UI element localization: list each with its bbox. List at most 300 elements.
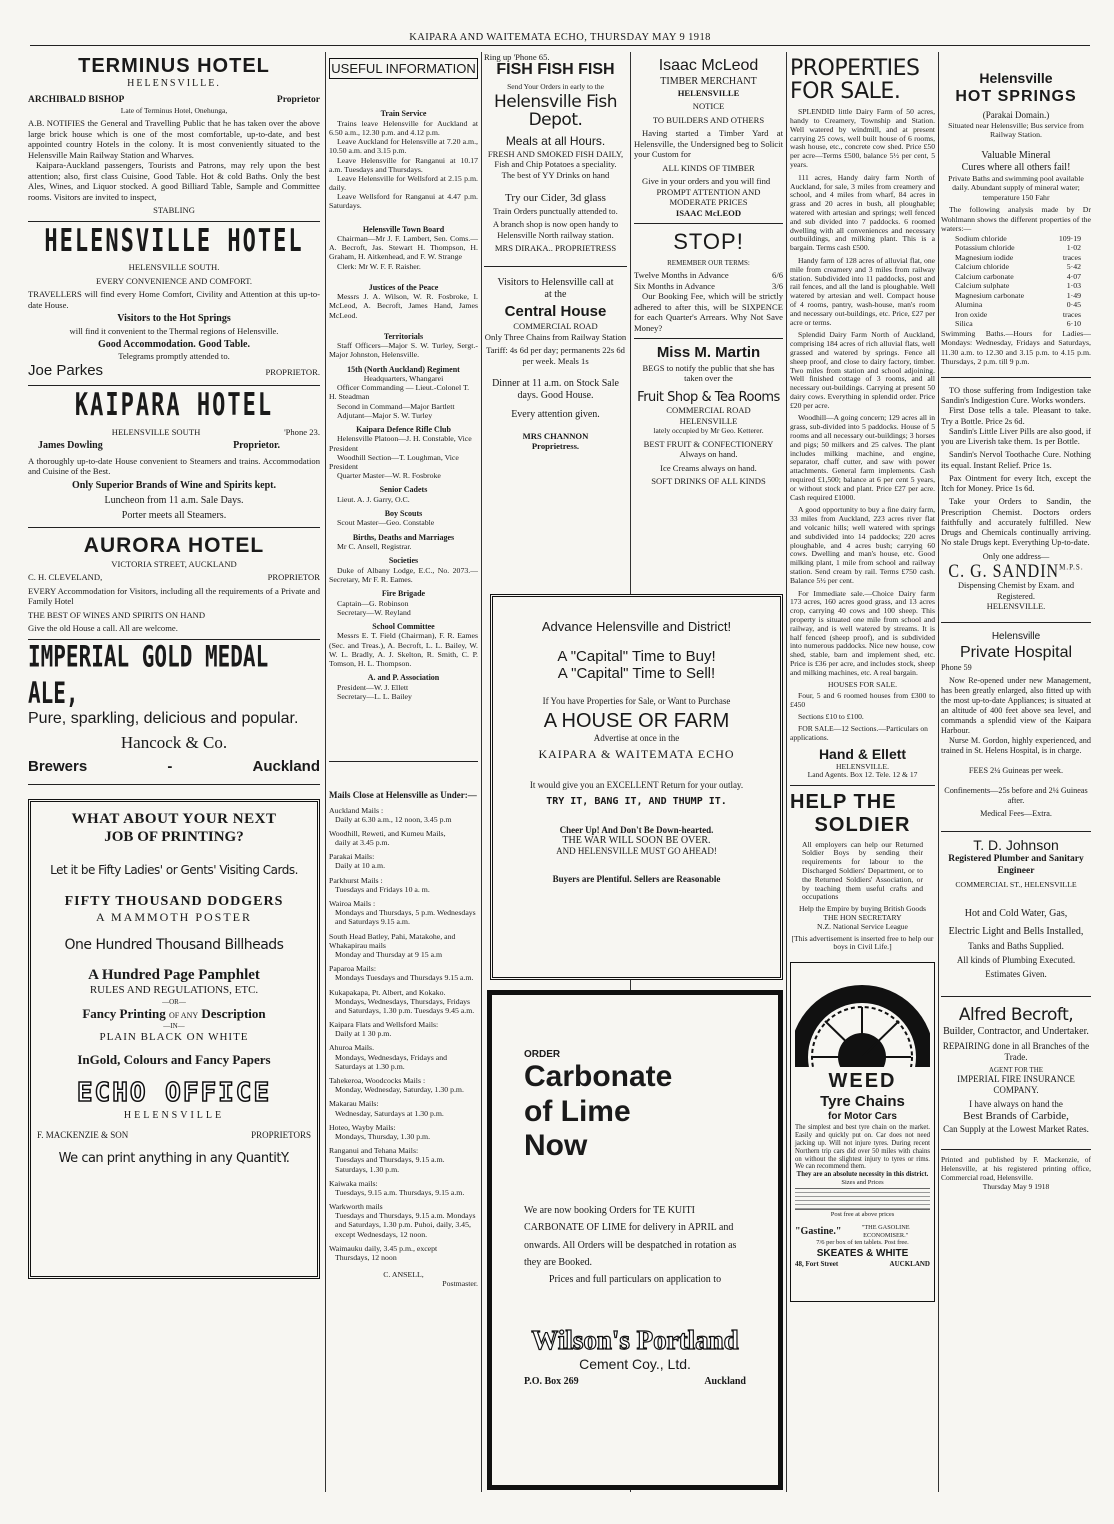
central-near: Only Three Chains from Railway Station <box>484 331 627 342</box>
advance-l10: THE WAR WILL SOON BE OVER. <box>562 835 711 846</box>
mail-entry-heading: Auckland Mails : <box>329 805 384 815</box>
train-1: Trains leave Helensville for Auckland at 6.50 a.m., 12.30 p.m. and 4.12 p.m. <box>329 118 478 137</box>
weed-econ: "THE GASOLINE ECONOMISER." <box>861 1224 910 1239</box>
springs-near: Situated near Helensville; Bus service from Railway Station. <box>948 120 1084 140</box>
johnson-l3: Tanks and Baths Supplied. <box>968 941 1064 952</box>
kaipara-hotel-role: Proprietor. <box>233 440 280 452</box>
kaipara-hotel-owner: James Dowling <box>38 440 103 452</box>
mineral-name: Sodium chloride <box>955 233 1007 243</box>
mail-entry-times: Tuesdays and Thursdays, 9.15 a.m. Mondays and Saturdays, 1.30 p.m. Puhoi, daily, 3.45, except Wednesdays, 12 noon. <box>335 1211 476 1239</box>
mail-entry <box>329 1146 478 1174</box>
column-5 <box>790 52 935 1302</box>
printing-l7c: Description <box>201 1006 266 1022</box>
mineral-value: 0·45 <box>1066 300 1081 310</box>
stop-remember: REMEMBER OUR TERMS: <box>667 258 750 267</box>
printing-l8: PLAIN BLACK ON WHITE <box>99 1030 249 1043</box>
mail-entry-times: Tuesdays, 9.15 a.m. Thursdays, 9.15 a.m. <box>335 1187 465 1197</box>
kaipara-hotel-body: A thoroughly up-to-date House convenient to Steamers and trains. Accommodation and Cuisine of the Best. <box>28 455 320 477</box>
mail-entry-heading: Paparoa Mails: <box>329 964 376 974</box>
mail-entry-heading: Kaiwaka mails: <box>329 1178 378 1188</box>
advance-l5: Advertise at once in the <box>593 733 680 743</box>
mineral-value: 1·49 <box>1066 290 1081 300</box>
printing-l1: Let it be Fifty Ladies' or Gents' Visiting Cards. <box>50 862 298 877</box>
central-visitors: Visitors to Helensville call at <box>497 276 614 288</box>
sandin-only: Only one address— <box>982 551 1050 561</box>
board-members: Chairman—Mr J. F. Lambert, Sen. Coms.—A. Becroft, Jas. Stewart H. Thompson, H. Graham, H. Aitkenhead, and F. W. Strange <box>329 234 478 262</box>
soldier-t1: HELP THE <box>790 791 897 814</box>
mail-entry <box>329 1043 478 1071</box>
becroft-name: Alfred Becroft, <box>958 1004 1074 1025</box>
stop-t2: Six Months in Advance <box>634 280 715 291</box>
tyre-chain-icon <box>795 967 930 1067</box>
mail-entry-times: Wednesday, Saturdays at 1.30 p.m. <box>335 1108 444 1118</box>
mail-entry-times: Mondays, Wednesdays, Thursdays, Fridays and Saturdays, 1.30 p.m. Tuesdays 9.45 a.m. <box>335 996 475 1015</box>
ale-title: IMPERIAL GOLD MEDAL ALE, <box>28 639 269 709</box>
lime-t3: Now <box>524 1129 588 1162</box>
mail-entry-heading: Makarau Mails: <box>329 1099 379 1109</box>
kaipara-hotel-lunch: Luncheon from 11 a.m. Sale Days. <box>104 494 244 506</box>
terminus-title: TERMINUS HOTEL <box>78 55 270 77</box>
mail-entry-heading: Kaipara Flats and Wellsford Mails: <box>329 1020 439 1030</box>
printing-office: ECHO OFFICE <box>76 1077 272 1108</box>
mcleod-body: Having started a Timber Yard at Helensville, the Undersigned beg to Solicit your Custom for <box>634 128 783 160</box>
mineral-name: Magnesium iodide <box>955 252 1014 262</box>
helensville-hotel-visitors2: will find it convenient to the Thermal regions of Helensville. <box>69 325 279 336</box>
helensville-hotel-owner-role: PROPRIETOR. <box>265 366 320 377</box>
stop-fee: Our Booking Fee, which will be strictly adhered to after this, will be SIXPENCE for each Quarter's Arrears. Why Not Save Money? <box>634 291 783 333</box>
advance-l3: If You have Properties for Sale, or Want to Purchase <box>542 696 731 706</box>
train-2: Leave Auckland for Helensville at 7.20 a.m., 10.50 a.m. and 3.15 p.m. <box>329 137 478 156</box>
johnson-addr: COMMERCIAL ST., HELENSVILLE <box>955 880 1077 890</box>
sandin-p6: Take your Orders to Sandin, the Prescription Chemist. Doctors orders faithfully and accurately fulfilled. New Drugs and Chemicals continually arriving. No stale Drugs kept. Everything Up-to-date. <box>941 497 1091 548</box>
mail-entry-times: Monday, Wednesday, Saturday, 1.30 p.m. <box>335 1085 464 1095</box>
imprint-text: Printed and published by F. Mackenzie, of Helensville, at his registered printing office, Commercial road, Helensville. <box>941 1154 1091 1182</box>
weed-econ2: 7/6 per box of ten tablets. Post free. <box>816 1238 909 1246</box>
weed-addr: 48, Fort Street <box>795 1260 839 1269</box>
fish-name: Helensville Fish Depot. <box>493 92 618 131</box>
lime-order: ORDER <box>524 1049 561 1060</box>
weed-city: AUCKLAND <box>889 1260 930 1269</box>
weed-t3: for Motor Cars <box>828 1110 897 1122</box>
soc-1: Duke of Albany Lodge, E.C., No. 2073.—Secretary, Mr F. R. Eames. <box>329 565 478 584</box>
sandin-p3: Sandin's Little Liver Pills are also good, if you are Liverish take them. 1s per Bottle. <box>941 426 1091 447</box>
stop-p2: 3/6 <box>772 280 783 291</box>
fish-meals: Meals at all Hours. <box>505 134 606 149</box>
mineral-row <box>955 281 1091 291</box>
mail-entry <box>329 829 478 847</box>
mineral-name: Silica <box>955 319 973 329</box>
mail-entry <box>329 899 478 927</box>
sandin-disp: Dispensing Chemist by Exam. and Registered. <box>957 581 1075 601</box>
becroft-ad <box>941 1005 1091 1135</box>
mineral-name: Calcium chloride <box>955 262 1009 272</box>
mcleod-name: Isaac McLeod <box>658 57 759 74</box>
board-heading: Helensville Town Board <box>362 224 445 234</box>
mail-entry-times: Tuesdays and Fridays 10 a. m. <box>335 884 430 894</box>
column-3 <box>484 52 627 452</box>
central-at: at the <box>544 288 567 300</box>
martin-title: Miss M. Martin <box>656 344 761 362</box>
mineral-row <box>955 310 1091 320</box>
weed-nec: They are an absolute necessity in this district. <box>796 1171 929 1179</box>
weed-price-table <box>795 1188 930 1210</box>
jp-heading: Justices of the Peace <box>368 282 439 292</box>
printing-foot: We can print anything in any QuantitY. <box>58 1150 290 1166</box>
mail-entry-heading: Parakai Mails: <box>329 852 375 862</box>
mail-entry-heading: Tahekeroa, Woodcocks Mails : <box>329 1076 426 1085</box>
cadet-1: Lieut. A. J. Garry, O.C. <box>337 494 410 504</box>
terr-heading: Territorials <box>383 331 424 341</box>
kaipara-hotel-porter: Porter meets all Steamers. <box>121 509 227 521</box>
mineral-value: 4·07 <box>1066 271 1081 281</box>
mail-entry <box>329 806 478 824</box>
mails-title: Mails Close at Helensville as Under:— <box>329 789 477 800</box>
fire-heading: Fire Brigade <box>381 589 426 599</box>
mcleod-trade: TIMBER MERCHANT <box>660 75 757 87</box>
mail-entry <box>329 1179 478 1197</box>
soldier-sec: THE HON SECRETARY <box>823 912 902 922</box>
mail-entry-times: Thursdays, 12 noon <box>335 1253 397 1262</box>
lime-body: We are now booking Orders for TE KUITI CARBONATE OF LIME for delivery in APRIL and onwards. All Orders will be despatched in rotation as they are Booked. <box>524 1204 737 1268</box>
rifle-3: Quarter Master—W. R. Fosbroke <box>337 471 441 481</box>
printing-l6: RULES AND REGULATIONS, ETC. <box>89 984 259 997</box>
kaipara-hotel-place: HELENSVILLE SOUTH <box>111 426 201 437</box>
mineral-value: 5·42 <box>1066 262 1081 272</box>
advance-ad <box>490 594 783 980</box>
weed-t1: WEED <box>828 1069 897 1092</box>
printing-ad <box>28 799 320 1279</box>
johnson-l2: Electric Light and Bells Installed, <box>948 925 1084 937</box>
springs-analysis: The following analysis made by Dr Wohlmann shows the different properties of the waters:— <box>941 205 1091 234</box>
mineral-value: traces <box>1062 309 1081 319</box>
sandin-ad <box>941 386 1091 612</box>
column-1 <box>28 52 320 1279</box>
johnson-l1: Hot and Cold Water, Gas, <box>964 907 1068 919</box>
martin-always: Always on hand. <box>679 449 738 460</box>
central-attn: Every attention given. <box>511 408 600 420</box>
property-listing: 111 acres, Handy dairy farm North of Auckland, for sale, 3 miles from creamery and school, and 4 miles from wharf, 84 acres in grass and 20 acres in bush, all ploughable; watered with artesian and springs; well fenced and sub divided into 7 paddocks. 6 roomed dwelling with all conveniences and necessary outbuildings, and milking plant. This is a bargain. Terms cash £500. <box>790 172 935 253</box>
property-listing: A good opportunity to buy a fine dairy farm, 33 miles from Auckland, 223 acres river flat and volcanic hills; well watered with springs and subdivided into 14 paddocks; 220 acres ploughable, and 4 acres bush; carrying 60 cows. Dwelling and man's house, etc. Good milking plant, 1 mile from school and railway station. Send cream by rail. Terms £750 cash. Balance 5½ per cent. <box>790 505 935 585</box>
mail-entry-heading: Hoteo, Wayby Mails: <box>329 1122 396 1132</box>
mails-sign2: Postmaster. <box>442 1279 478 1289</box>
sandin-mps: M.P.S. <box>1059 561 1084 572</box>
advance-l11: AND HELENSVILLE MUST GO AHEAD! <box>556 846 717 856</box>
aurora-title: AURORA HOTEL <box>83 534 265 558</box>
hospital-t1: Helensville <box>991 631 1041 643</box>
kaipara-hotel-phone: 'Phone 23. <box>284 426 320 437</box>
soldier-empire: Help the Empire by buying British Goods <box>799 904 926 914</box>
johnson-l5: Estimates Given. <box>985 968 1047 979</box>
column-4 <box>634 52 783 486</box>
mail-entry-times: Tuesdays and Thursdays, 9.15 a.m. Saturdays, 1.30 p.m. <box>335 1155 445 1174</box>
props-place: HELENSVILLE. <box>836 761 889 771</box>
hospital-phone: Phone 59 <box>941 662 972 672</box>
props-title2: FOR SALE. <box>790 79 901 104</box>
soldier-body: All employers can help our Returned Soldier Boys by sending their requirements for labour to the Discharged Soldiers' Department, or to the Returned Soldiers' Association, or by teaching them useful crafts and occupations <box>802 839 923 902</box>
ap-1: President—W. J. Ellett <box>337 682 409 692</box>
helensville-hotel-body: TRAVELLERS will find every Home Comfort, Civility and Attention at this up-to-date House. <box>28 289 320 310</box>
props-h2: Sections £10 to £100. <box>798 711 864 721</box>
weed-body: The simplest and best tyre chain on the market. Easily and quickly put on. Car does not need jacking up. Will not injure tyres. During recent Northern trip cars did over 50 miles with chains on without the slightest injury to tyres or rims. We can recommend them. <box>795 1124 930 1171</box>
springs-t2: HOT SPRINGS <box>955 88 1077 106</box>
advance-l7: It would give you an EXCELLENT Return for your outlay. <box>529 780 744 790</box>
helensville-hotel-tag: EVERY CONVENIENCE AND COMFORT. <box>95 275 253 286</box>
mail-entry-heading: Waimauku daily, 3.45 p.m., except <box>329 1243 438 1253</box>
useful-title: USEFUL INFORMATION <box>329 58 478 79</box>
fish-best: The best of YY Drinks on hand <box>501 169 610 180</box>
springs-sub: (Parakai Domain.) <box>982 109 1050 120</box>
lime-ad <box>487 990 783 1490</box>
aurora-address: VICTORIA STREET, AUCKLAND <box>111 558 237 569</box>
central-tariff: Tariff: 4s 6d per day; permanents 22s 6d per week. Meals 1s <box>486 345 625 366</box>
board-clerk: Clerk: Mr W. F. F. Raisher. <box>337 261 421 271</box>
martin-best: BEST FRUIT & CONFECTIONERY <box>643 438 774 449</box>
hospital-nurse: Nurse M. Gordon, highly experienced, and trained in St. Helens Hospital, is in charge. <box>941 735 1091 755</box>
jp-members: Messrs J. A. Wilson, W. R. Fosbroke, I. McLeod, A. Becroft, James Hand, James McLeod. <box>329 292 478 320</box>
springs-ad <box>941 70 1091 367</box>
central-name: Central House <box>504 302 607 320</box>
mcleod-to: TO BUILDERS AND OTHERS <box>652 114 765 125</box>
mineral-name: Potassium chloride <box>955 243 1015 253</box>
mail-entry-times: Mondays and Thursdays, 5 p.m. Wednesdays and Saturdays 9.15 a.m. <box>335 908 476 927</box>
martin-late: lately occupied by Mr Geo. Ketterer. <box>653 426 764 436</box>
springs-hours: Swimming Baths.—Hours for Ladies—Mondays: Wednesday, Fridays and Saturdays, 11.30 a.m. to 12.30 and 3.15 p.m. to 4.15 p.m. Thursdays, 2 p.m. till 9 p.m. <box>941 328 1091 367</box>
mail-entry-times: Daily at 1 30 p.m. <box>335 1029 392 1039</box>
mail-entry <box>329 988 478 1016</box>
mail-entry <box>329 1020 478 1038</box>
property-listing: For Immediate sale.—Choice Dairy farm 173 acres, 160 acres good grass, and 13 acres crop, carrying 40 cows and 100 sheep. This property is situated one mile from school and railway, and is well watered by streams. It is half fenced (sheep proof), and is subdivided into numerous paddocks. Nice new house, cow shed, stable, barn and implement shed, etc. Price is £36 per acre, and includes stock, sheep and milking machines, etc. A real bargain. <box>790 588 935 677</box>
kaipara-hotel-brands: Only Superior Brands of Wine and Spirits kept. <box>72 479 276 491</box>
martin-shop: Fruit Shop & Tea Rooms <box>637 389 780 405</box>
fish-ad <box>484 52 627 254</box>
printing-place: HELENSVILLE <box>123 1109 225 1121</box>
printing-title2: JOB OF PRINTING? <box>104 829 244 846</box>
printing-l7: Fancy Printing <box>82 1006 166 1022</box>
johnson-name: T. D. Johnson <box>973 836 1059 853</box>
printing-l5: A Hundred Page Pamphlet <box>88 967 260 984</box>
springs-valuable: Valuable Mineral <box>981 149 1051 161</box>
mineral-row <box>955 319 1091 329</box>
fire-2: Secretary—W. Reyland <box>337 607 411 617</box>
sandin-name: C. G. SANDIN <box>948 561 1060 582</box>
printing-l2: FIFTY THOUSAND DODGERS <box>64 894 284 910</box>
fish-title: FISH FISH FISH <box>496 61 615 79</box>
school-1: Messrs E. T. Field (Chairman), F. R. Eames (Sec. and Treas.), A. Becroft, L. L. Bailey, W. W. L. Bradly, A. J. Skelton, R. Smith, C. P. Tomson, H. L. Thompson. <box>329 631 478 668</box>
soldier-note: [This advertisement is inserted free to help our boys in Civil Life.] <box>791 933 934 952</box>
props-h1: Four, 5 and 6 roomed houses from £300 to £450 <box>790 691 935 710</box>
mails-list <box>329 806 478 1263</box>
lime-prices: Prices and full particulars on application to <box>548 1273 722 1285</box>
lime-box: P.O. Box 269 <box>524 1375 579 1387</box>
hospital-fees: FEES 2¼ Guineas per week. <box>968 765 1064 775</box>
kaipara-hotel-ad <box>28 388 320 522</box>
martin-place: HELENSVILLE <box>679 415 738 426</box>
springs-cures: Cures where all others fail! <box>961 161 1071 173</box>
hospital-conf: Confinements—25s before and 2¼ Guineas after. <box>944 785 1088 805</box>
lime-t1: Carbonate <box>524 1060 673 1093</box>
mail-entry <box>329 932 478 960</box>
mail-entry-times: Daily at 6.30 a.m., 12 noon, 3.45 p.m <box>335 814 452 824</box>
weed-t2: Tyre Chains <box>820 1093 905 1111</box>
reg-2: Officer Commanding — Lieut.-Colonel T. H. Steadman <box>329 383 470 402</box>
mail-entry-heading: Woodhill, Reweti, and Kumeu Mails, <box>329 828 446 838</box>
soldier-t2: SOLDIER <box>814 814 911 837</box>
martin-ice: Ice Creams always on hand. <box>660 462 757 473</box>
ale-city: Auckland <box>252 757 320 775</box>
reg-3: Second in Command—Major Bartlett <box>337 401 455 411</box>
stop-t1: Twelve Months in Advance <box>634 270 729 281</box>
train-5: Leave Wellsford for Ranganui at 4.47 p.m. Saturdays. <box>329 192 478 211</box>
train-3: Leave Helensville for Ranganui at 10.17 a.m. Tuesdays and Thursdays. <box>329 155 478 174</box>
springs-body: Private Baths and swimming pool available daily. Abundant supply of mineral water; temperature 150 Fahr <box>948 173 1084 202</box>
mail-entry-times: Mondays Tuesdays and Thursdays 9.15 a.m. <box>335 973 474 983</box>
scout-heading: Boy Scouts <box>384 509 423 519</box>
mcleod-ad <box>634 56 783 218</box>
mail-entry <box>329 1076 478 1094</box>
mineral-value: 6·10 <box>1066 319 1081 329</box>
property-listing: Woodhill—A going concern; 129 acres all in grass, sub-divided into 5 paddocks. House of 5 rooms and all necessary out-buildings; 3 horses and pigs; 50 milkers and 25 calves. The plant includes milking machine, and engine, separator, chaff cutter, and saw with power attachments. General farm implements. Cash required £1,500; balance at 6 per cent 5 years, or without stock and plant. Price £27 per acre. Cash required £1000. <box>790 413 935 502</box>
hospital-t2: Private Hospital <box>959 644 1073 662</box>
aurora-hotel-ad <box>28 533 320 634</box>
props-houses: HOUSES FOR SALE. <box>828 679 897 689</box>
helensville-hotel-tele: Telegrams promptly attended to. <box>118 351 230 362</box>
weed-ad <box>790 962 935 1302</box>
mineral-name: Calcium carbonate <box>955 271 1014 281</box>
becroft-carbide: Best Brands of Carbide, <box>963 1110 1069 1123</box>
sandin-p5: Pax Ointment for every Itch, except the Itch for Money. Price 1s 6d. <box>941 473 1091 494</box>
lime-coy: Cement Coy., Ltd. <box>579 1355 691 1372</box>
stop-ad <box>634 229 783 333</box>
mail-entry-heading: Ranganui and Tehana Mails: <box>329 1146 419 1156</box>
fish-prop: MRS DIRAKA.. PROPRIETRESS <box>494 243 617 254</box>
mineral-name: Magnesium carbonate <box>955 290 1025 300</box>
terminus-hotel-ad <box>28 54 320 216</box>
mineral-name: Iron oxide <box>955 309 988 319</box>
sandin-place: HELENSVILLE. <box>986 601 1046 611</box>
becroft-have: I have always on hand the <box>969 1099 1063 1110</box>
printing-or: —OR— <box>162 997 186 1006</box>
soldier-league: N.Z. National Service League <box>817 921 908 931</box>
terminus-prop-label: Proprietor <box>276 94 320 105</box>
props-land: Land Agents. Box 12. Tele. 12 & 17 <box>807 770 918 780</box>
sandin-p1: TO those suffering from Indigestion take Sandin's Indigestion Cure. Works wonders. <box>941 385 1091 406</box>
mineral-row <box>955 253 1091 263</box>
property-listing: SPLENDID little Dairy Farm of 50 acres, handy to Creamery, Township and Station. Well watered by windmill, and at present carrying 25 cows, well built house of 6 rooms, wash house, etc., concrete cow shed. Price £50 per acre—Terms £500, balance 5½ per cent, 5 years. <box>790 107 935 169</box>
mails-sign: C. ANSELL, <box>383 1270 424 1280</box>
column-6 <box>941 52 1091 1191</box>
weed-post: Post free at above prices <box>830 1210 895 1218</box>
stop-p1: 6/6 <box>772 270 783 281</box>
hospital-med: Medical Fees—Extra. <box>980 808 1052 818</box>
props-agent: Hand & Ellett <box>818 746 907 763</box>
central-role: Proprietress. <box>531 441 580 452</box>
terminus-body: A.B. NOTIFIES the General and Travelling Public that he has taken over the above large brick house which is one of the most comfortable, up-to-date, and best appointed country Hotels in the colony. It is most conveniently situated to the Helensville Main Railway Station and Wharves. <box>28 118 320 160</box>
mcleod-notice: NOTICE <box>692 101 725 112</box>
masthead-header: KAIPARA AND WAITEMATA ECHO, THURSDAY MAY 9 1918 <box>30 32 1090 46</box>
springs-t1: Helensville <box>979 70 1053 86</box>
mail-entry <box>329 964 478 982</box>
johnson-ad <box>941 837 1091 980</box>
lime-company: Wilson's Portland <box>531 1324 739 1355</box>
fish-branch: A branch shop is now open handy to Helensville North railway station. <box>492 219 619 240</box>
advance-l2: A "Capital" Time to Sell! <box>557 665 716 682</box>
mail-entry <box>329 1244 478 1262</box>
scout-1: Scout Master—Geo. Constable <box>337 518 435 528</box>
mail-entry-heading: Kukapakapa, Pt. Albert, and Kokako. <box>329 987 446 997</box>
printing-role: PROPRIETORS <box>251 1129 311 1140</box>
aurora-owner: C. H. CLEVELAND, <box>28 572 103 583</box>
terr-staff: Staff Officers—Major S. W. Turley, Sergt.-Major Johnston, Helensville. <box>329 341 478 360</box>
ale-brewers: Brewers <box>28 757 88 775</box>
mcleod-give: Give in your orders and you will find <box>642 176 771 187</box>
fish-fresh: FRESH AND SMOKED FISH DAILY, <box>487 148 624 159</box>
mineral-value: 109·19 <box>1058 233 1081 243</box>
imprint <box>941 1155 1091 1192</box>
reg-heading: 15th (North Auckland) Regiment <box>347 364 460 374</box>
ale-ad: IMPERIAL GOLD MEDAL ALE, Pure, sparkling, delicious and popular. Hancock & Co. Brewers - Auckland <box>28 639 320 775</box>
helensville-hotel-title: HELENSVILLE HOTEL <box>44 224 304 260</box>
mail-entry-heading: Parkhurst Mails : <box>329 875 383 885</box>
bdm-1: Mr C. Ansell, Registrar. <box>337 542 412 552</box>
martin-soft: SOFT DRINKS OF ALL KINDS <box>651 475 766 486</box>
weed-sizes: Sizes and Prices <box>841 1179 884 1187</box>
property-listing: Handy farm of 128 acres of alluvial flat, one mile from creamery and 3 miles from railway station. Subdivided into 11 paddocks, post and rail fences, and all the land is ploughable. Well watered by artesian and well. Compact house of 4 rooms, pantry, wash-house, man's room and necessary out-buildings, etc. Price, £27 per acre or terms. <box>790 255 935 327</box>
becroft-trade: Builder, Contractor, and Undertaker. <box>943 1025 1089 1037</box>
hospital-body: Now Re-opened under new Management, has been greatly enlarged, also fitted up with the most up-to-date Appliances; is situated at an altitude of 400 feet above sea level, and commands a splendid view of the Kaipara Harbour. <box>941 675 1091 735</box>
aurora-best: THE BEST OF WINES AND SPIRITS ON HAND <box>28 609 206 620</box>
helensville-hotel-owner: Joe Parkes <box>28 361 104 379</box>
column-2 <box>329 52 478 1289</box>
terminus-body2: Kaipara-Auckland passengers, Tourists and Patrons, may rely upon the best attention; also, first class Cuisine, Good Table. Hot & cold Baths. Only the best Ales, Wines, and Liquor stocked. A good Billiard Table, Sample and Committee rooms. Visitors are invited to inspect, <box>28 160 320 202</box>
printing-l3: A MAMMOTH POSTER <box>95 910 253 925</box>
mail-entry-heading: Wairoa Mails : <box>329 899 376 908</box>
mail-entry <box>329 876 478 894</box>
mineral-value: traces <box>1062 252 1081 262</box>
helensville-hotel-ad <box>28 224 320 380</box>
mail-entry <box>329 1202 478 1239</box>
mail-entry-heading: Ahuroa Mails. <box>329 1043 375 1053</box>
terminus-proprietor: ARCHIBALD BISHOP <box>28 94 125 105</box>
mineral-name: Alumina <box>955 300 983 310</box>
helensville-hotel-accom: Good Accommodation. Good Table. <box>98 339 250 351</box>
mail-entry-times: Mondays, Wednesdays, Fridays and Saturdays at 1.30 p.m. <box>335 1052 448 1071</box>
rifle-1: Helensville Platoon—J. H. Constable, Vice President <box>329 434 472 453</box>
mail-entry-heading: Warkworth mails <box>329 1202 383 1212</box>
aurora-call: Give the old House a call. All are welcome. <box>28 623 178 634</box>
mail-entry <box>329 1099 478 1117</box>
mail-entry-times: Monday and Thursday at 9 15 a.m <box>335 949 443 959</box>
becroft-supply: Can Supply at the Lowest Market Rates. <box>943 1123 1089 1134</box>
stop-title: STOP! <box>673 229 744 255</box>
fish-chips: Fish and Chip Potatoes a speciality. <box>494 159 617 170</box>
johnson-trade: Registered Plumber and Sanitary Engineer <box>948 853 1084 876</box>
mineral-name: Calcium sulphate <box>955 281 1010 291</box>
helensville-hotel-place: HELENSVILLE SOUTH. <box>128 262 220 273</box>
fish-ring: Ring up 'Phone 65. <box>484 52 550 62</box>
martin-ad <box>634 344 783 486</box>
mail-entry <box>329 1123 478 1141</box>
props-list <box>790 108 935 677</box>
printing-title1: WHAT ABOUT YOUR NEXT <box>71 811 277 828</box>
mineral-row <box>955 262 1091 272</box>
aurora-role: PROPRIETOR <box>267 572 320 583</box>
mail-entry-times: Mondays, Thursday, 1.30 p.m. <box>335 1131 431 1141</box>
printing-l9: InGold, Colours and Fancy Papers <box>77 1052 271 1068</box>
terminus-place: HELENSVILLE. <box>127 78 221 90</box>
reg-1: Headquarters, Whangarei <box>363 374 444 384</box>
terminus-late: Late of Terminus Hotel, Onehunga, <box>120 106 228 116</box>
imprint-date: Thursday May 9 1918 <box>982 1182 1050 1192</box>
